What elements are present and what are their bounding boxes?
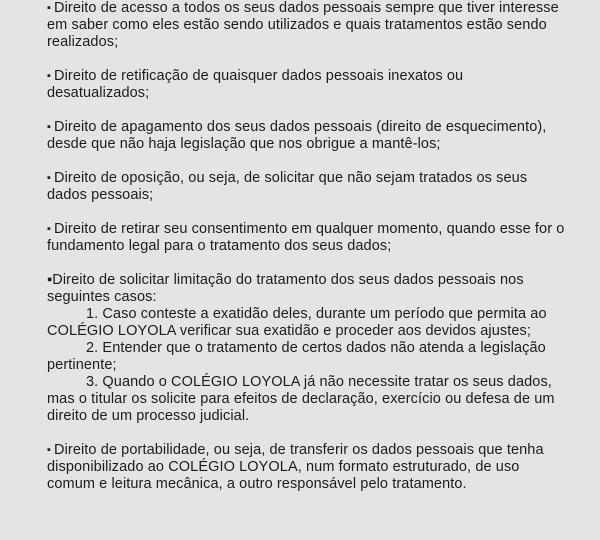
right-rectification [47, 68, 567, 102]
bullet-icon: ▪ [47, 121, 51, 133]
right-text: Direito de apagamento dos seus dados pessoais (direito de esquecimento), desde que não haja legislação que nos obrigue a mantê-los; [47, 119, 547, 152]
bullet-icon: ▪ [47, 70, 51, 82]
limitation-case-2 [47, 340, 567, 374]
limitation-case-1 [47, 306, 567, 340]
right-text: Direito de acesso a todos os seus dados pessoais sempre que tiver interesse em saber como eles estão sendo utilizados e quais tratamentos estão sendo realizados; [47, 0, 559, 50]
right-text: Direito de solicitar limitação do tratamento dos seus dados pessoais nos seguintes casos: [47, 272, 524, 305]
case-text: 1. Caso conteste a exatidão deles, durante um período que permita ao COLÉGIO LOYOLA verificar sua exatidão e proceder aos devidos ajustes; [47, 306, 547, 339]
case-text: 2. Entender que o tratamento de certos dados não atenda a legislação pertinente; [47, 340, 546, 373]
right-withdraw-consent [47, 221, 567, 255]
right-limitation-intro [47, 272, 567, 306]
right-erasure [47, 119, 567, 153]
right-text: Direito de portabilidade, ou seja, de transferir os dados pessoais que tenha disponibilizado ao COLÉGIO LOYOLA, num formato estruturado, de uso comum e leitura mecânica, a outro responsável pelo tratamento. [47, 442, 544, 492]
right-text: Direito de oposição, ou seja, de solicitar que não sejam tratados os seus dados pessoais; [47, 170, 528, 203]
limitation-case-3 [47, 374, 567, 425]
right-text: Direito de retirar seu consentimento em qualquer momento, quando esse for o fundamento legal para o tratamento dos seus dados; [47, 221, 565, 254]
right-limitation [47, 272, 567, 425]
right-text: Direito de retificação de quaisquer dados pessoais inexatos ou desatualizados; [47, 68, 464, 101]
rights-document [47, 0, 567, 510]
right-access [47, 0, 567, 51]
bullet-icon: ▪ [47, 172, 51, 184]
right-portability [47, 442, 567, 493]
bullet-icon: ▪ [47, 272, 53, 288]
bullet-icon: ▪ [47, 2, 51, 14]
right-objection [47, 170, 567, 204]
case-text: 3. Quando o COLÉGIO LOYOLA já não necessite tratar os seus dados, mas o titular os solicite para efeitos de declaração, exercício ou defesa de um direito de um processo judicial. [47, 374, 555, 424]
bullet-icon: ▪ [47, 223, 51, 235]
bullet-icon: ▪ [47, 444, 51, 456]
